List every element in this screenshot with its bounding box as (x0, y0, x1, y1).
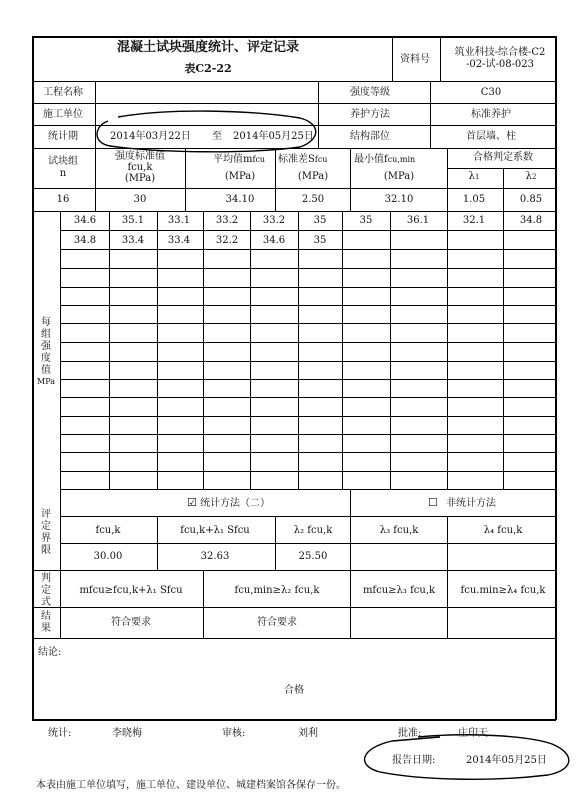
grid-line (60, 489, 61, 638)
strength-cell: 35.1 (121, 215, 145, 226)
period-to: 至 (212, 131, 222, 142)
grid-line (32, 36, 34, 720)
grid-line (157, 211, 158, 489)
n-value: 16 (56, 194, 70, 205)
grid-line (318, 81, 319, 148)
grid-line (32, 188, 555, 189)
lambda1-header: λ1 (468, 171, 480, 182)
strength-cell: 33.2 (262, 215, 286, 226)
fcuk-value: 30 (133, 194, 147, 205)
mean-unit: (MPa) (224, 171, 256, 182)
grid-line (109, 211, 110, 489)
std-unit: (MPa) (124, 173, 156, 184)
grid-line (60, 305, 555, 306)
grid-line (60, 416, 555, 417)
mean-value: 34.10 (225, 194, 255, 205)
part-label: 结构部位 (350, 131, 390, 142)
grid-line (440, 36, 441, 81)
grade-value: C30 (480, 87, 502, 98)
grid-line (95, 81, 96, 148)
review-label: 审核: (222, 728, 246, 739)
strength-cell: 36.1 (406, 215, 430, 226)
eval-v2: 32.63 (200, 551, 230, 562)
stat-method-label: 统计方法（二） (200, 498, 271, 509)
grid-line (203, 570, 204, 638)
period-label: 统计期 (48, 131, 78, 142)
formula-1: mfcu≥fcu,k+λ₁ Sfcu (79, 585, 183, 596)
curing-value: 标准养护 (471, 109, 511, 120)
grid-line (60, 397, 555, 398)
grid-line (447, 211, 448, 489)
eval-v3: 25.50 (298, 551, 328, 562)
checkbox-unchecked-icon[interactable]: ☐ (428, 496, 438, 509)
grid-line (350, 516, 351, 570)
strength-cell: 35 (313, 235, 327, 246)
grid-line (185, 148, 186, 211)
lambda2-header: λ2 (525, 171, 537, 182)
grid-line (203, 211, 204, 489)
grid-line (250, 211, 251, 489)
strength-cell: 35 (313, 215, 327, 226)
strength-cell: 33.4 (167, 235, 191, 246)
conclusion-value: 合格 (284, 685, 304, 696)
stat-method-option[interactable] (187, 497, 270, 509)
coef-title: 合格判定系数 (473, 152, 533, 163)
grid-line (60, 452, 555, 453)
strength-cell: 34.8 (519, 215, 543, 226)
formula-2: fcu,min≥λ₂ fcu,k (234, 585, 320, 596)
grid-line (60, 287, 555, 288)
grid-line (60, 211, 555, 212)
grid-line (157, 516, 158, 570)
grid-line (32, 148, 555, 149)
grid-line (503, 168, 504, 211)
grid-line (95, 148, 96, 211)
footer-note: 本表由施工单位填写，施工单位、建设单位、城建档案馆各保存一份。 (36, 780, 346, 791)
mean-label: 平均值mfcu (213, 154, 266, 165)
strength-cell: 33.4 (121, 235, 145, 246)
grid-line (32, 125, 555, 126)
report-date-label: 报告日期: (392, 755, 436, 766)
grid-line (32, 719, 556, 721)
project-label: 工程名称 (43, 87, 83, 98)
formula-3: mfcu≥λ₃ fcu,k (362, 585, 436, 596)
grid-line (32, 607, 555, 608)
doc-no-line1: 筑业科技-综合楼-C2 (454, 47, 546, 58)
unit-label: 施工单位 (43, 109, 83, 120)
table-number: 表C2-22 (184, 62, 232, 75)
period-start: 2014年03月22日 (110, 131, 191, 142)
groups-sub: n (59, 168, 67, 179)
grid-line (350, 148, 351, 211)
grid-line (430, 81, 431, 148)
grid-line (60, 379, 555, 380)
strength-cell: 34.6 (73, 215, 97, 226)
grid-line (60, 361, 555, 362)
report-date-value: 2014年05月25日 (466, 755, 547, 766)
sd-unit: (MPa) (297, 171, 329, 182)
grid-line (60, 249, 555, 250)
grid-line (60, 516, 555, 517)
nonstat-method-option[interactable] (428, 497, 496, 509)
part-value: 首层墙、柱 (466, 131, 516, 142)
std-sub: fcu,k (127, 162, 153, 173)
stat-by-name: 李晓梅 (112, 728, 142, 739)
eval-h5: λ₄ fcu,k (483, 525, 523, 536)
grid-line (275, 148, 276, 211)
min-label: 最小值fcu,min (354, 154, 416, 165)
strength-cell: 32.2 (215, 235, 239, 246)
grid-line (342, 211, 343, 489)
eval-h4: λ₃ fcu,k (379, 525, 419, 536)
grid-line (275, 516, 276, 570)
doc-no-line2: -02-试-08-023 (465, 59, 535, 70)
eval-h3: λ₂ fcu,k (293, 525, 333, 536)
formula-4: fcu.min≥λ₄ fcu,k (460, 585, 546, 596)
grid-line (60, 230, 555, 231)
grid-line (447, 168, 555, 169)
grid-line (392, 36, 393, 81)
lambda1-value: 1.05 (462, 194, 486, 205)
grid-line (60, 489, 555, 490)
grid-line (390, 211, 391, 489)
grid-line (555, 36, 557, 720)
grid-line (447, 516, 448, 570)
grid-line (298, 211, 299, 489)
review-name: 刘利 (298, 728, 318, 739)
strength-cell: 34.8 (73, 235, 97, 246)
lambda2-value: 0.85 (519, 194, 543, 205)
sd-value: 2.50 (301, 194, 325, 205)
result-2: 符合要求 (257, 617, 297, 628)
approve-name: 庄印天 (458, 728, 488, 739)
checkbox-checked-icon[interactable]: ☑ (187, 496, 197, 509)
min-unit: (MPa) (383, 171, 415, 182)
groups-label: 试块组 (48, 156, 78, 167)
strength-cell: 35 (359, 215, 373, 226)
grid-line (60, 323, 555, 324)
eval-h1: fcu,k (95, 525, 121, 536)
period-end: 2014年05月25日 (233, 131, 314, 142)
grid-line (32, 103, 555, 104)
min-value: 32.10 (384, 194, 414, 205)
stat-by-label: 统计: (48, 728, 72, 739)
grade-label: 强度等级 (350, 87, 390, 98)
eval-h2: fcu,k+λ₁ Sfcu (180, 525, 250, 536)
sd-label: 标准差Sfcu (278, 154, 328, 165)
conclusion-label: 结论: (38, 647, 62, 658)
approve-label: 批准: (398, 728, 422, 739)
grid-line (447, 148, 448, 211)
grid-line (60, 268, 555, 269)
grid-line (60, 211, 61, 489)
grid-line (350, 570, 351, 638)
grid-line (32, 81, 555, 82)
doc-no-label: 资料号 (400, 54, 430, 65)
strength-cell: 34.6 (262, 235, 286, 246)
grid-line (350, 489, 351, 516)
result-1: 符合要求 (111, 617, 151, 628)
std-label: 强度标准值 (115, 151, 165, 162)
curing-label: 养护方法 (350, 109, 390, 120)
grid-line (60, 543, 555, 544)
grid-line (503, 211, 504, 489)
grid-line (60, 342, 555, 343)
eval-v1: 30.00 (93, 551, 123, 562)
strength-cell: 32.1 (462, 215, 486, 226)
strength-cell: 33.1 (167, 215, 191, 226)
nonstat-method-label: 非统计方法 (446, 498, 497, 509)
grid-line (32, 36, 555, 38)
grid-line (32, 638, 555, 639)
grid-line (60, 434, 555, 435)
page-title: 混凝土试块强度统计、评定记录 (116, 40, 300, 55)
strength-cell: 33.2 (215, 215, 239, 226)
grid-line (60, 471, 555, 472)
grid-line (447, 570, 448, 638)
grid-line (32, 570, 555, 571)
